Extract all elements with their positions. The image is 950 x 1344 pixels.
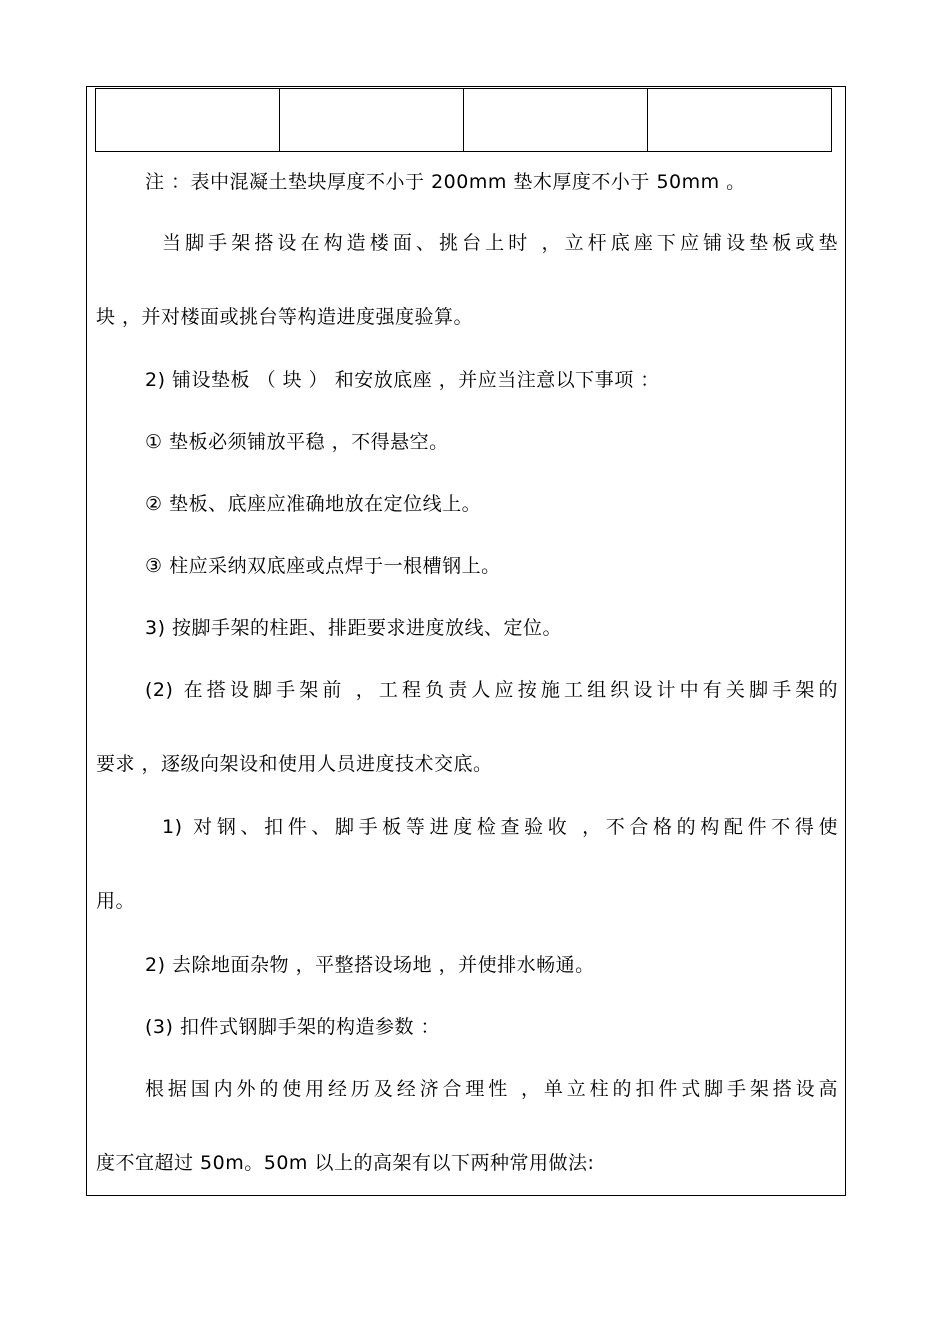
paragraph-line: 3) 按脚手架的柱距、排距要求进度放线、定位。 (145, 617, 563, 639)
paragraph-line: 块 ，并对楼面或挑台等构造进度强度验算。 (96, 306, 474, 328)
paragraph-line: 当脚手架搭设在构造楼面、挑台上时 ，立杆底座下应铺设垫板或垫 (162, 232, 838, 254)
paragraph-line: (3) 扣件式钢脚手架的构造参数 ： (145, 1016, 440, 1038)
note-text: 注 ：表中混凝土垫块厚度不小于 200mm 垫木厚度不小于 50mm 。 (145, 171, 746, 193)
paragraph-line: 用。 (96, 890, 136, 912)
table-cell (280, 89, 464, 152)
paragraph-line: (2) 在搭设脚手架前 ，工程负责人应按施工组织设计中有关脚手架的 (145, 679, 838, 701)
paragraph-line: 2) 去除地面杂物 ，平整搭设场地 ，并使排水畅通。 (145, 954, 595, 976)
paragraph-line: 要求 ，逐级向架设和使用人员进度技术交底。 (96, 753, 493, 775)
paragraph-line: ① 垫板必须铺放平稳 ，不得悬空。 (145, 431, 449, 453)
paragraph-line: 根据国内外的使用经历及经济合理性 ，单立柱的扣件式脚手架搭设高 (145, 1078, 838, 1100)
table-cell (464, 89, 648, 152)
table-cell (96, 89, 280, 152)
paragraph-line: 度不宜超过 50m。50m 以上的高架有以下两种常用做法: (96, 1152, 595, 1174)
empty-table (95, 88, 832, 152)
paragraph-line: ③ 柱应采纳双底座或点焊于一根槽钢上。 (145, 555, 501, 577)
table-row (96, 89, 832, 152)
paragraph-line: 2) 铺设垫板 （ 块 ） 和安放底座 ，并应当注意以下事项 ： (145, 369, 660, 391)
table-cell (648, 89, 832, 152)
paragraph-line: 1) 对钢、扣件、脚手板等进度检查验收 ，不合格的构配件不得使 (162, 816, 838, 838)
paragraph-line: ② 垫板、底座应准确地放在定位线上。 (145, 493, 482, 515)
